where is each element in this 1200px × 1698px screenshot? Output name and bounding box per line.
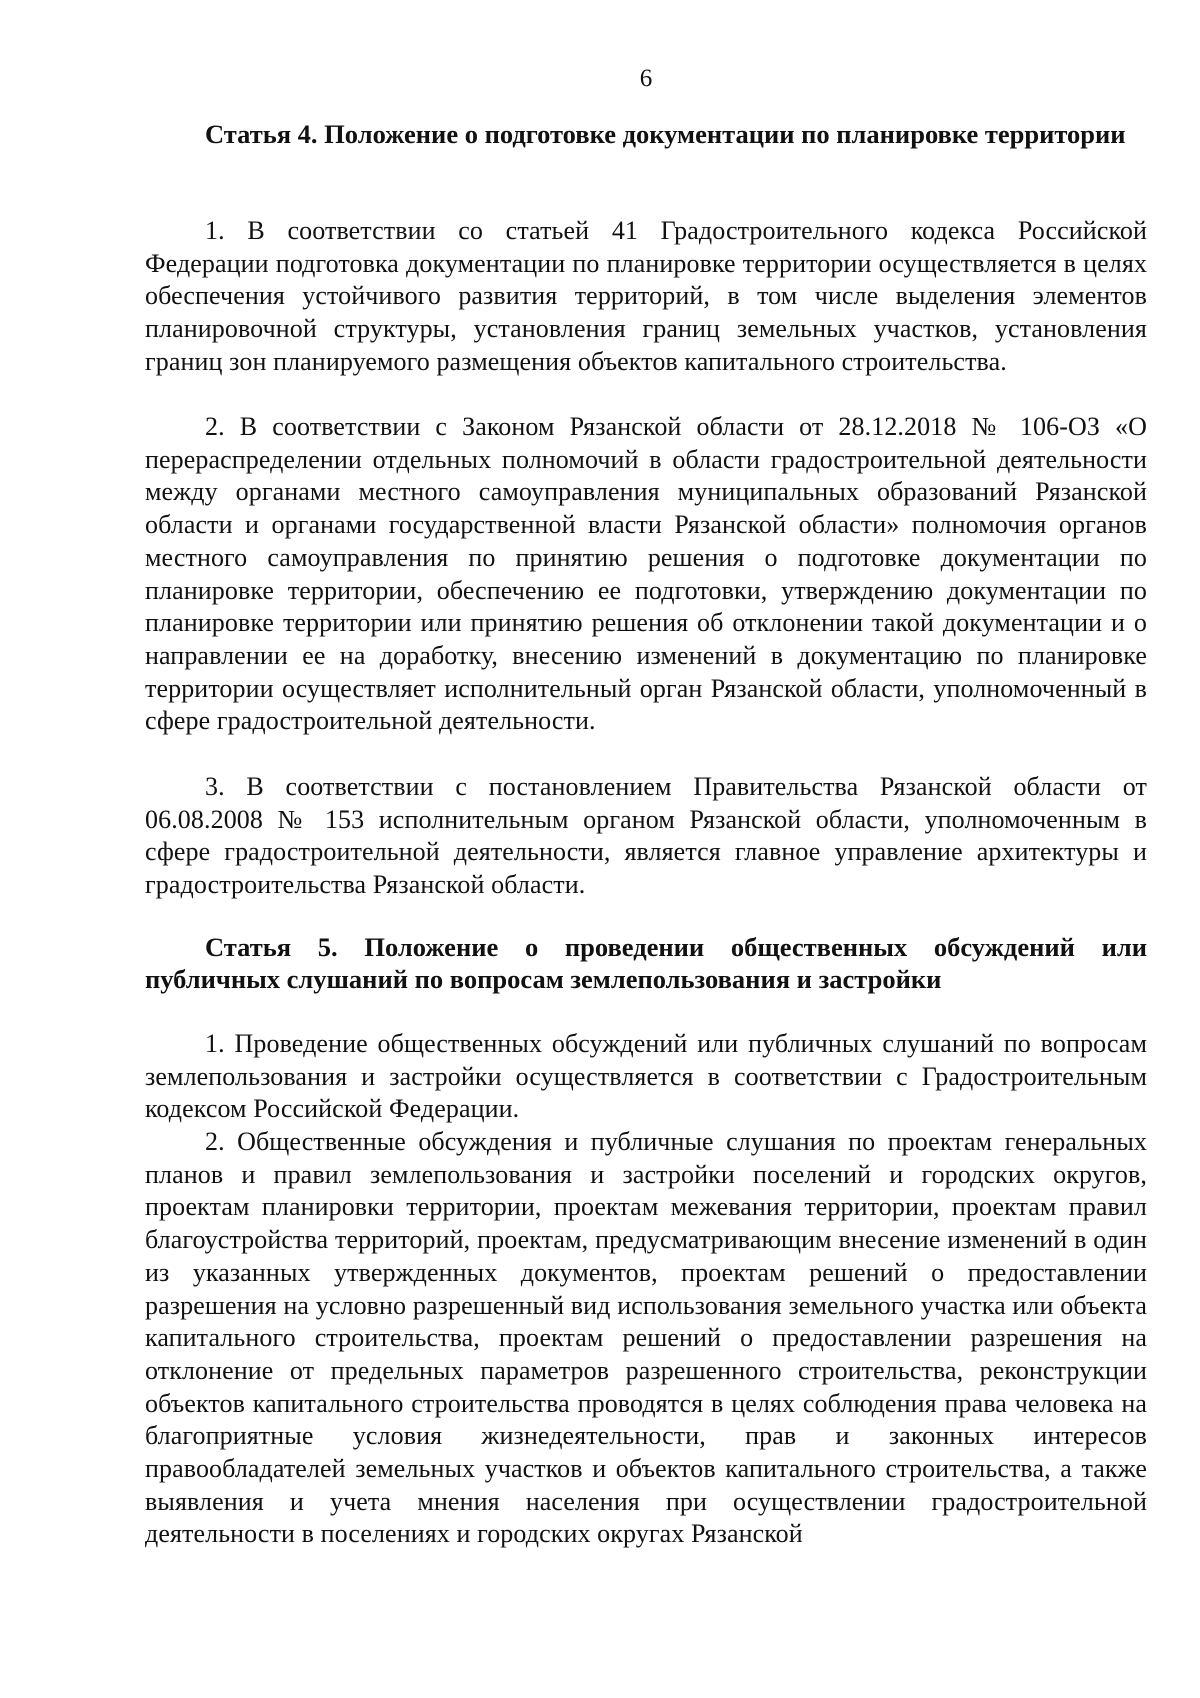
page-number: 6 [639, 65, 653, 92]
article-5-heading: Статья 5. Положение о проведении общественных обсуждений или публичных слушаний по вопросам землепользования и застройки [145, 932, 1147, 994]
article-4-paragraph-3: 3. В соответствии с постановлением Правительства Рязанской области от 06.08.2008 № 153 исполнительным органом Рязанской области, уполномоченным в сфере градостроительной деятельности, является главное управление архитектуры и градостроительства Рязанской области. [145, 772, 1147, 900]
article-5-paragraph-2: 2. Общественные обсуждения и публичные слушания по проектам генеральных планов и правил землепользования и застройки поселений и городских округов, проектам планировки территории, проектам межевания территории, проектам правил благоустройства территорий, проектам, предусматривающим внесение изменений в один из указанных утвержденных документов, проектам решений о предоставлении разрешения на условно разрешенный вид использования земельного участка или объекта капитального строительства, проектам решений о предоставлении разрешения на отклонение от предельных параметров разрешенного строительства, реконструкции объектов капитального строительства проводятся в целях соблюдения права человека на благоприятные условия жизнедеятельности, прав и законных интересов правообладателей земельных участков и объектов капитального строительства, а также выявления и учета мнения населения при осуществлении градостроительной деятельности в поселениях и городских округах Рязанской [145, 1127, 1147, 1549]
article-4-heading: Статья 4. Положение о подготовке документации по планировке территории [205, 119, 1126, 149]
article-5-paragraph-1: 1. Проведение общественных обсуждений или публичных слушаний по вопросам землепользования и застройки осуществляется в соответствии с Градостроительным кодексом Российской Федерации. [145, 1029, 1147, 1124]
article-4-paragraph-1: 1. В соответствии со статьей 41 Градостроительного кодекса Российской Федерации подготовка документации по планировке территории осуществляется в целях обеспечения устойчивого развития территорий, в том числе выделения элементов планировочной структуры, установления границ земельных участков, установления границ зон планируемого размещения объектов капитального строительства. [145, 216, 1147, 376]
article-4-paragraph-2: 2. В соответствии с Законом Рязанской области от 28.12.2018 № 106-ОЗ «О перераспределении отдельных полномочий в области градостроительной деятельности между органами местного самоуправления муниципальных образований Рязанской области и органами государственной власти Рязанской области» полномочия органов местного самоуправления по принятию решения о подготовке документации по планировке территории, обеспечению ее подготовки, утверждению документации по планировке территории или принятию решения об отклонении такой документации и о направлении ее на доработку, внесению изменений в документацию по планировке территории осуществляет исполнительный орган Рязанской области, уполномоченный в сфере градостроительной деятельности. [145, 412, 1147, 736]
